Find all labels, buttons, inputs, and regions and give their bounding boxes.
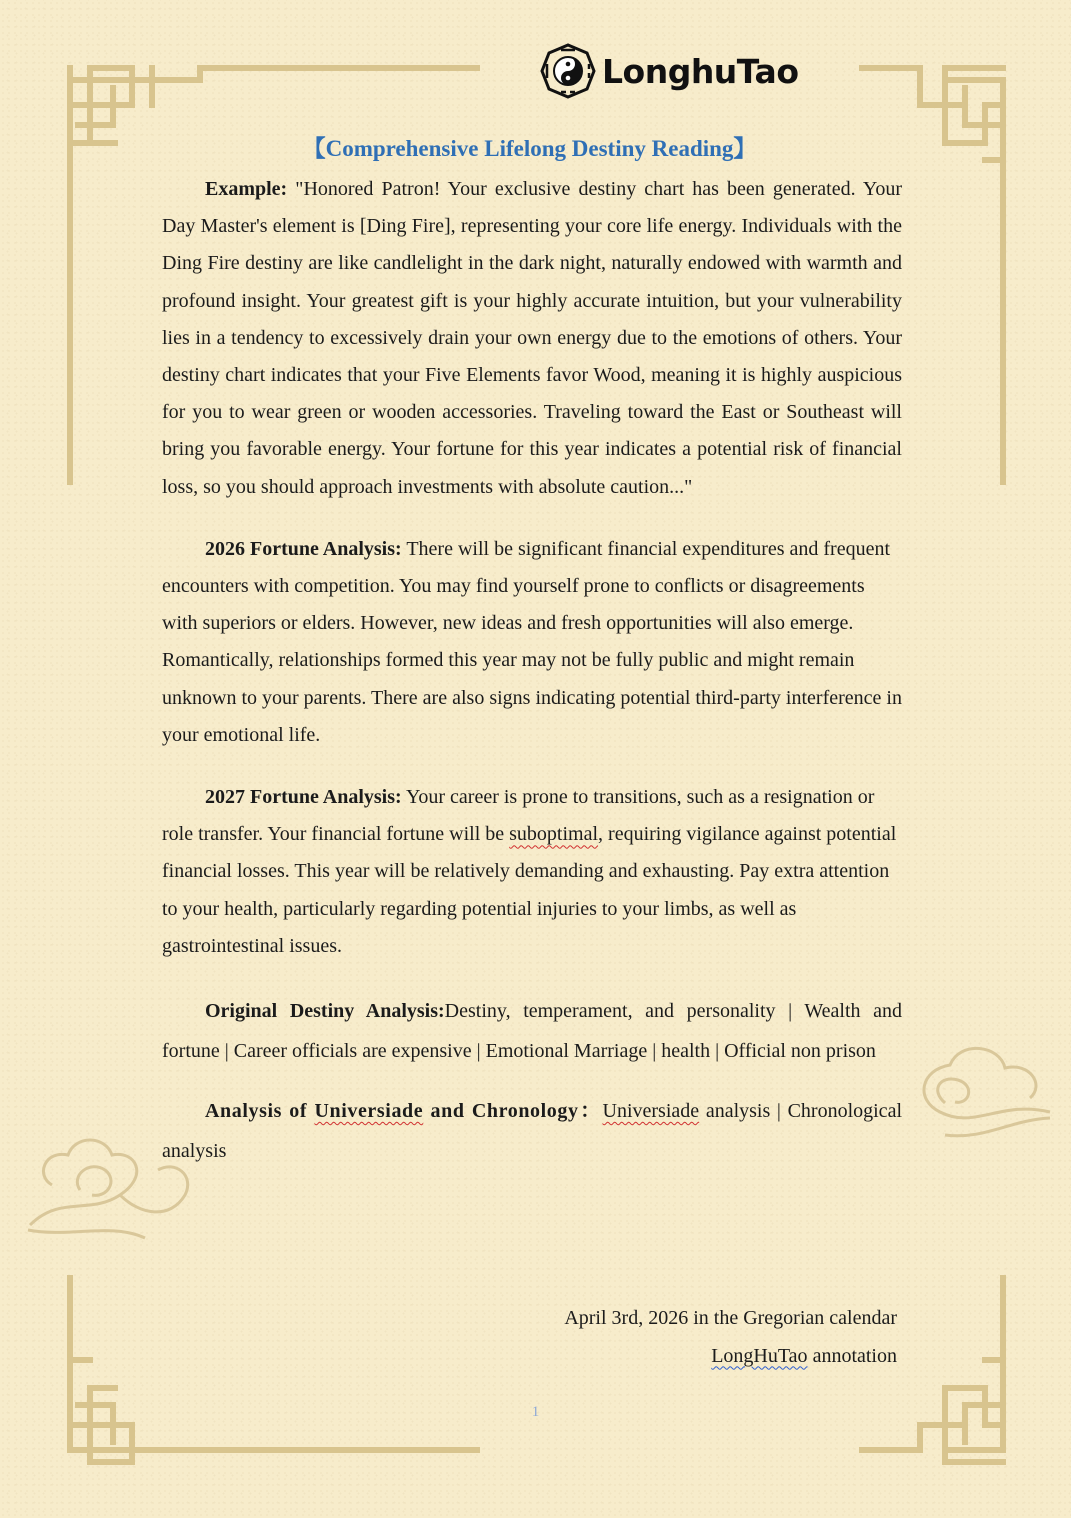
universiade-text: analysis | Chronological analysis xyxy=(162,1100,902,1163)
footer-date: April 3rd, 2026 in the Gregorian calendar xyxy=(564,1307,897,1329)
fortune-2027-text-after: , requiring vigilance against potential financial losses. This year will be relatively demanding and exhausting. Pay extra attention to your health, particularly regarding potential injuries to your limbs, as well as gastrointestinal issues. xyxy=(162,823,897,957)
universiade-label-part1: Analysis of xyxy=(205,1100,315,1123)
bagua-yin-yang-icon xyxy=(540,43,596,99)
original-destiny-label: Original Destiny Analysis: xyxy=(205,1000,445,1023)
document-title: 【Comprehensive Lifelong Destiny Reading】 xyxy=(302,136,757,161)
universiade-label-word[interactable]: Universiade xyxy=(314,1100,424,1123)
example-label: Example: xyxy=(205,178,288,200)
page-number: 1 xyxy=(531,1404,540,1420)
signature-block xyxy=(564,1300,897,1375)
fortune-2027-label: 2027 Fortune Analysis: xyxy=(205,786,402,809)
fortune-2027-paragraph xyxy=(162,779,902,965)
universiade-paragraph xyxy=(162,1091,902,1171)
fortune-2026-text: There will be significant financial expenditures and frequent encounters with competition. You may find yourself prone to conflicts or disagreements with superiors or elders. However, new ideas and fresh opportunities will also emerge. Romantically, relationships formed this year may not be fully public and might remain unknown to your parents. There are also signs indicating potential third-party interference in your emotional life. xyxy=(162,537,902,746)
fortune-2026-paragraph xyxy=(162,531,902,754)
universiade-label-part2: and Chronology： xyxy=(423,1100,603,1123)
brand-name: LonghuTao xyxy=(602,51,799,91)
universiade-word[interactable]: Universiade xyxy=(602,1100,700,1123)
corner-fret-bottom-left xyxy=(70,1278,477,1462)
original-destiny-paragraph xyxy=(162,991,902,1071)
footer-author-word[interactable]: LongHuTao xyxy=(711,1344,808,1367)
fortune-2026-label: 2026 Fortune Analysis: xyxy=(205,537,402,560)
spellcheck-flagged-word[interactable]: suboptimal xyxy=(509,823,599,846)
original-destiny-text: Destiny, temperament, and personality | Wealth and fortune | Career officials are expensive | Emotional Marriage | health | Official non prison xyxy=(162,1000,902,1063)
brand-logo xyxy=(540,42,799,100)
cloud-ornament-right xyxy=(924,1048,1050,1135)
example-text: "Honored Patron! Your exclusive destiny chart has been generated. Your Day Master's element is [Ding Fire], representing your core life energy. Individuals with the Ding Fire destiny are like candlelight in the dark night, naturally endowed with warmth and profound insight. Your greatest gift is your highly accurate intuition, but your vulnerability lies in a tendency to excessively drain your own energy due to the emotions of others. Your destiny chart indicates that your Five Elements favor Wood, meaning it is highly auspicious for you to wear green or wooden accessories. Traveling toward the East or Southeast will bring you favorable energy. Your fortune for this year indicates a potential risk of financial loss, so you should approach investments with absolute caution..." xyxy=(162,178,902,498)
fortune-2027-text-before: Your career is prone to transitions, such as a resignation or role transfer. Your financial fortune will be xyxy=(162,786,875,846)
footer-annotation xyxy=(564,1338,897,1376)
footer-annotation-text: annotation xyxy=(807,1344,897,1367)
example-paragraph xyxy=(162,171,902,506)
document-body xyxy=(162,171,902,1191)
universiade-label xyxy=(205,1100,603,1122)
